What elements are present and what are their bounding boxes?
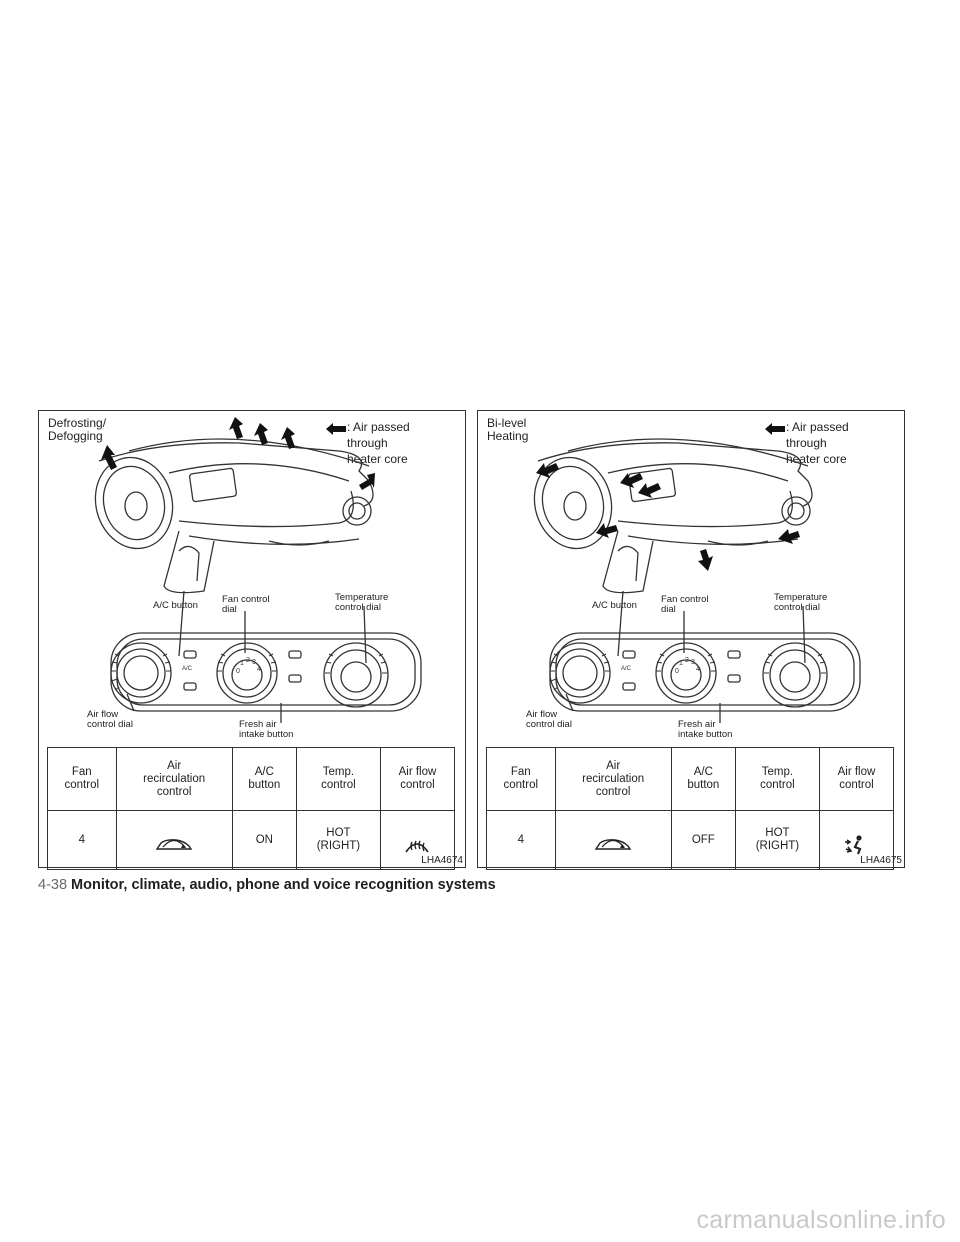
cell-temp: HOT (RIGHT): [296, 811, 380, 870]
mode-title: Bi-level Heating: [487, 416, 529, 443]
callout-temp-dial: Temperature control dial: [774, 592, 828, 613]
mode-title: Defrosting/ Defogging: [48, 416, 107, 443]
dashboard-illustration: [478, 411, 904, 731]
callout-fan-dial: Fan control dial: [661, 594, 709, 615]
callout-fan-dial: Fan control dial: [222, 594, 270, 615]
section-title: Monitor, climate, audio, phone and voice recognition systems: [71, 877, 496, 893]
settings-table: [486, 747, 894, 870]
dashboard-illustration: [39, 411, 465, 731]
settings-table: [47, 747, 455, 870]
svg-text:4: 4: [257, 666, 261, 673]
svg-text:1: 1: [240, 660, 244, 667]
svg-text:2: 2: [685, 657, 689, 664]
callout-ac-button: A/C button: [592, 600, 637, 611]
legend-text: : Air passed through heater core: [347, 420, 410, 466]
header-recirc: Air recirculation control: [116, 748, 232, 811]
page-number: 4-38: [38, 877, 68, 893]
header-temp: Temp. control: [735, 748, 819, 811]
svg-text:1: 1: [679, 660, 683, 667]
cell-recirc: [555, 811, 671, 870]
air-arrows: [101, 417, 375, 490]
cell-recirc: [116, 811, 232, 870]
svg-text:0: 0: [236, 668, 240, 675]
ac-label: A/C: [621, 666, 632, 672]
air-arrows: [536, 463, 800, 571]
legend-text: : Air passed through heater core: [786, 420, 849, 466]
cell-fan: 4: [487, 811, 556, 870]
figure-defrosting: [38, 410, 466, 868]
ac-label: A/C: [182, 666, 193, 672]
car-recirculation-icon: [593, 836, 633, 854]
page-footer: [38, 877, 496, 893]
bi-level-icon: [843, 834, 869, 856]
svg-text:3: 3: [252, 659, 256, 666]
callout-airflow-dial: Air flow control dial: [87, 709, 133, 730]
header-airflow: Air flow control: [819, 748, 893, 811]
figure-id: LHA4675: [860, 855, 902, 866]
header-recirc: Air recirculation control: [555, 748, 671, 811]
figure-bi-level-heating: [477, 410, 905, 868]
svg-text:2: 2: [246, 657, 250, 664]
callout-fresh-air: Fresh air intake button: [678, 719, 733, 740]
watermark: carmanualsonline.info: [696, 1206, 946, 1234]
header-fan: Fan control: [487, 748, 556, 811]
header-ac: A/C button: [671, 748, 735, 811]
callout-temp-dial: Temperature control dial: [335, 592, 389, 613]
header-temp: Temp. control: [296, 748, 380, 811]
header-fan: Fan control: [48, 748, 117, 811]
svg-text:3: 3: [691, 659, 695, 666]
defrost-icon: [404, 834, 430, 856]
callout-ac-button: A/C button: [153, 600, 198, 611]
header-airflow: Air flow control: [380, 748, 454, 811]
svg-text:0: 0: [675, 668, 679, 675]
svg-text:4: 4: [696, 666, 700, 673]
header-ac: A/C button: [232, 748, 296, 811]
cell-ac: OFF: [671, 811, 735, 870]
cell-fan: 4: [48, 811, 117, 870]
callout-fresh-air: Fresh air intake button: [239, 719, 294, 740]
cell-temp: HOT (RIGHT): [735, 811, 819, 870]
callout-airflow-dial: Air flow control dial: [526, 709, 572, 730]
cell-ac: ON: [232, 811, 296, 870]
car-recirculation-icon: [154, 836, 194, 854]
figure-id: LHA4674: [421, 855, 463, 866]
